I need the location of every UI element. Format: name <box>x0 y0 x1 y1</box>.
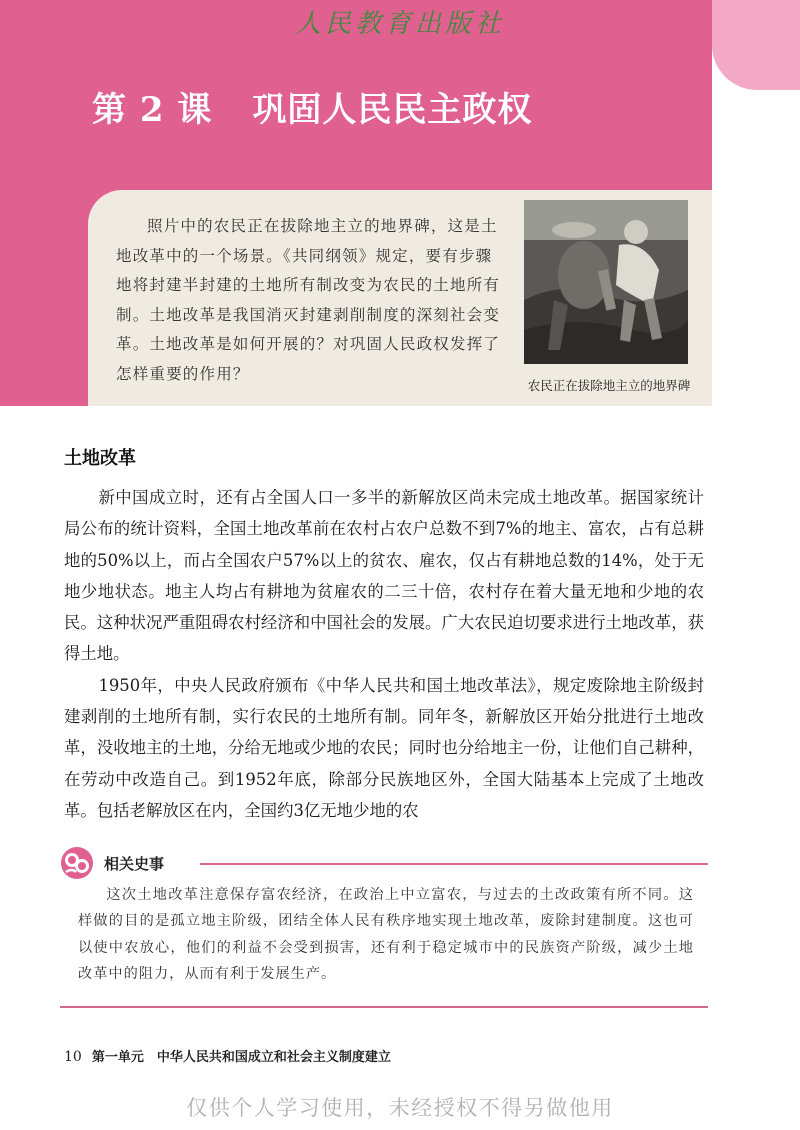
unit-title: 第一单元 中华人民共和国成立和社会主义制度建立 <box>91 1050 391 1065</box>
photo-caption: 农民正在拔除地主立的地界碑 <box>527 378 691 393</box>
farmers-photo-illustration <box>524 200 688 364</box>
lesson-name: 巩固人民民主政权 <box>252 90 533 130</box>
lesson-number: 第 2 课 <box>92 90 213 130</box>
related-history-bottom-divider <box>60 1006 708 1008</box>
section-heading: 土地改革 <box>64 448 136 469</box>
related-history-header <box>60 846 708 882</box>
intro-photo <box>524 200 688 364</box>
corner-tab <box>712 0 800 90</box>
related-history-title: 相关史事 <box>104 855 165 873</box>
related-history-icon <box>60 846 94 880</box>
body-paragraph: 新中国成立时，还有占全国人口一多半的新解放区尚未完成土地改革。据国家统计局公布的统计资料，全国土地改革前在农村占农户总数不到7%的地主、富农，占有总耕地的50%以上，而占全国农户57%以上的贫农、雇农，仅占有耕地总数的14%，处于无地少地状态。地主人均占有耕地为贫雇农的二三十倍，农村存在着大量无地和少地的农民。这种状况严重阻碍农村经济和中国社会的发展。广大农民迫切要求进行土地改革，获得土地。 <box>64 488 704 664</box>
body-paragraph: 1950年，中央人民政府颁布《中华人民共和国土地改革法》，规定废除地主阶级封建剥削的土地所有制，实行农民的土地所有制。同年冬，新解放区开始分批进行土地改革，没收地主的土地，分给无地或少地的农民；同时也分给地主一份，让他们自己耕种，在劳动中改造自己。到1952年底，除部分民族地区外，全国大陆基本上完成了土地改革。包括老解放区在内，全国约3亿无地少地的农 <box>64 675 704 820</box>
page-number: 10 <box>64 1049 82 1065</box>
related-history-text: 这次土地改革注意保存富农经济，在政治上中立富农，与过去的土改政策有所不同。这样做的目的是孤立地主阶级，团结全体人民有秩序地实现土地改革，废除封建制度。这也可以使中农放心，他们的利益不会受到损害，还有利于稳定城市中的民族资产阶级，减少土地改革中的阻力，从而有利于发展生产。 <box>78 887 694 983</box>
watermark: 仅供个人学习使用，未经授权不得另做他用 <box>186 1096 614 1120</box>
lesson-title <box>92 86 532 134</box>
intro-text: 照片中的农民正在拔除地主立的地界碑，这是土地改革中的一个场景。《共同纲领》规定，要有步骤地将封建半封建的土地所有制改变为农民的土地所有制。土地改革是我国消灭封建剥削制度的深刻社会变革。土地改革是如何开展的？对巩固人民政权发挥了怎样重要的作用？ <box>116 217 501 383</box>
body-text <box>64 482 704 826</box>
publisher-logo: 人民教育出版社 <box>294 9 505 39</box>
page-footer <box>64 1046 391 1065</box>
related-history-divider <box>200 863 708 865</box>
